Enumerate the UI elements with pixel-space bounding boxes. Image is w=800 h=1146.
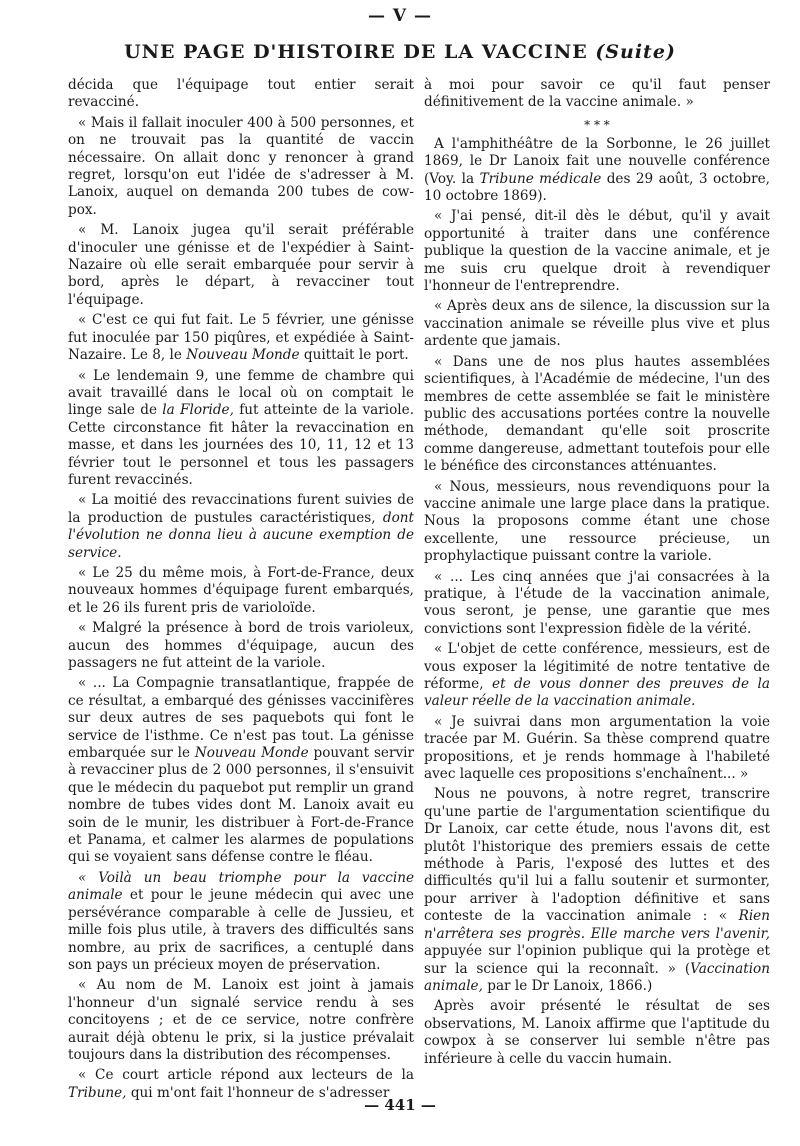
ship-name: Nouveau Monde xyxy=(186,347,300,364)
paragraph xyxy=(68,312,414,364)
text-run: « Ce court article répond aux lecteurs de la xyxy=(78,1067,414,1084)
text-run: des 29 août, 3 octobre, 10 octobre 1869). xyxy=(424,170,770,205)
paragraph xyxy=(68,870,414,974)
paragraph: « Malgré la présence à bord de trois varioleux, aucun des hommes d'équipage, aucun des passagers ne fut atteint de la variole. xyxy=(68,620,414,671)
page-roman-numeral: — V — xyxy=(367,6,433,26)
paragraph: « Mais il fallait inoculer 400 à 500 personnes, et on ne trouvait pas la quantité de vaccin nécessaire. On allait donc y renoncer à grand regret, lorsqu'on eut l'idée de s'adresser à M. Lanoix, auquel on demanda 200 tubes de cow-pox. xyxy=(68,114,414,218)
text-run: « ... La Compagnie transatlantique, frappée de ce résultat, a embarqué des génisses vaccinifères sur deux autres de ses paquebots qui font le service de l'isthme. Ce n'est pas tout. La génisse embarquée sur le xyxy=(68,675,414,762)
italic-text: dont l'évolution ne donna lieu à aucune exemption de service. xyxy=(68,509,415,561)
paragraph: « Nous, messieurs, nous revendiquons pour la vaccine animale une large place dans la pratique. Nous la proposons comme étant une chose excellente, une ressource précieuse, un prophylactique puissant contre la variole. xyxy=(424,478,770,565)
paragraph xyxy=(424,786,770,995)
paragraph: « Dans une de nos plus hautes assemblées scientifiques, à l'Académie de médecine, l'un des membres de cette assemblée se fait le ministère public des accusations portées contre la nouvelle méthode, demandant qu'elle soit proscrite comme dangereuse, admettant toutefois pour elle le bénéfice des circonstances atténuantes. xyxy=(424,353,770,475)
paragraph: « J'ai pensé, dit-il dès le début, qu'il y avait opportunité à traiter dans une conférence publique la question de la vaccine animale, et je me suis cru quelque droit à revendiquer l'honneur de l'entreprendre. xyxy=(424,208,770,295)
text-run: fut atteinte de la variole. Cette circonstance fit hâter la revaccination en masse, et dans les journées des 10, 11, 12 et 13 février tout le personnel et tous les passagers furent revaccinés. xyxy=(68,402,415,488)
journal-name: Tribune, xyxy=(68,1084,127,1101)
text-run: A l'amphithéâtre de la Sorbonne, le 26 juillet 1869, le Dr Lanoix fait une nouvelle conférence (Voy. la xyxy=(424,135,770,187)
text-run: « L'objet de cette conférence, messieurs, est de vous exposer la légitimité de notre tentative de réforme, xyxy=(424,641,770,692)
book-title: Vaccination animale, xyxy=(424,960,770,994)
italic-text: « Voilà un beau triomphe pour la vaccine animale xyxy=(68,869,414,904)
title-suite: (Suite) xyxy=(595,41,676,63)
italic-text: Rien n'arrêtera ses progrès. Elle marche vers l'avenir, xyxy=(424,908,770,942)
italic-text: et de vous donner des preuves de la valeur réelle de la vaccination animale. xyxy=(424,676,770,710)
paragraph: décida que l'équipage tout entier serait revacciné. xyxy=(68,77,414,111)
text-run: « La moitié des revaccinations furent suivies de la production de pustules caractéristiques, xyxy=(68,492,414,526)
text-run: quittait le port. xyxy=(303,347,409,364)
page-title xyxy=(0,41,800,63)
text-run: par le Dr Lanoix, 1866.) xyxy=(487,977,653,994)
page-number: — 441 — xyxy=(364,1096,436,1114)
text-run: Nous ne pouvons, à notre regret, transcrire qu'une partie de l'argumentation scientifique du Dr Lanoix, car cette étude, nous l'avons dit, est plutôt l'historique des premiers essais de cette méthode à Paris, l'exposé des luttes et des difficultés qu'il lui a fallu soutenir et surmonter, pour arriver à l'adoption définitive et sans conteste de la vaccination animale : « xyxy=(424,786,770,925)
paragraph: « M. Lanoix jugea qu'il serait préférable d'inoculer une génisse et de l'expédier à Saint-Nazaire où elle serait embarquée pour servir à bord, après le départ, à revacciner tout l'équipage. xyxy=(68,222,414,308)
text-run: appuyée sur l'opinion publique qui la protège et sur la science qui la reconnaît. » ( xyxy=(424,943,770,977)
paragraph: « ... Les cinq années que j'ai consacrées à la pratique, à l'étude de la vaccination animale, vous seront, je pense, une garantie que mes convictions sont l'expression fidèle de la vérité. xyxy=(424,568,770,637)
paragraph xyxy=(424,641,770,711)
text-run: et pour le jeune médecin qui avec une persévérance comparable à celle de Jussieu, et mille fois plus utile, à travers des difficultés sans nombre, au prix de sacrifices, a centuplé dans son pays un précieux moyen de préservation. xyxy=(68,887,414,973)
paragraph: Après avoir présenté le résultat de ses observations, M. Lanoix affirme que l'aptitude du cowpox à se conserver lui semble n'être pas inférieure à celle du vaccin humain. xyxy=(424,998,770,1067)
right-column xyxy=(424,77,770,1071)
paragraph: « Après deux ans de silence, la discussion sur la vaccination animale se réveille plus vive et plus ardente que jamais. xyxy=(424,298,770,350)
ship-name: la Floride, xyxy=(162,402,234,419)
journal-name: Tribune médicale xyxy=(479,170,602,187)
left-column xyxy=(68,77,414,1105)
paragraph xyxy=(68,675,414,866)
ship-name: Nouveau Monde xyxy=(194,745,309,762)
text-run: « C'est ce qui fut fait. Le 5 février, une génisse fut inoculée par 150 piqûres, et expédiée à Saint-Nazaire. Le 8, le xyxy=(68,312,414,364)
text-run: pouvant servir à revacciner plus de 2 000 personnes, il s'ensuivit que le médecin du paquebot put remplir un grand nombre de tubes vides dont M. Lanoix avait eu soin de le munir, les distribuer à Fort-de-France et Panama, et calmer les alarmes de populations qui se voyaient sans défense contre le fléau. xyxy=(68,745,414,866)
paragraph: « Au nom de M. Lanoix est joint à jamais l'honneur d'un signalé service rendu à ses concitoyens ; et de ce service, notre confrère aurait déjà obtenu le prix, si la justice prévalait toujours dans la distribution des récompenses. xyxy=(68,977,414,1063)
text-run: qui m'ont fait l'honneur de s'adresser xyxy=(130,1084,390,1101)
paragraph xyxy=(424,136,770,206)
paragraph xyxy=(68,492,414,562)
title-main: UNE PAGE D'HISTOIRE DE LA VACCINE xyxy=(124,41,588,63)
paragraph xyxy=(68,368,414,490)
paragraph: « Je suivrai dans mon argumentation la voie tracée par M. Guérin. Sa thèse comprend quatre propositions, et je rends hommage à l'habileté avec laquelle ces propositions s'enchaînent... » xyxy=(424,713,770,783)
paragraph: à moi pour savoir ce qu'il faut penser définitivement de la vaccine animale. » xyxy=(424,77,770,111)
paragraph: « Le 25 du même mois, à Fort-de-France, deux nouveaux hommes d'équipage furent embarqués, et le 26 ils furent pris de varioloïde. xyxy=(68,564,414,616)
section-separator: * * * xyxy=(584,117,610,132)
text-run: « Le lendemain 9, une femme de chambre qui avait travaillé dans le local où on comptait le linge sale de xyxy=(68,367,414,419)
